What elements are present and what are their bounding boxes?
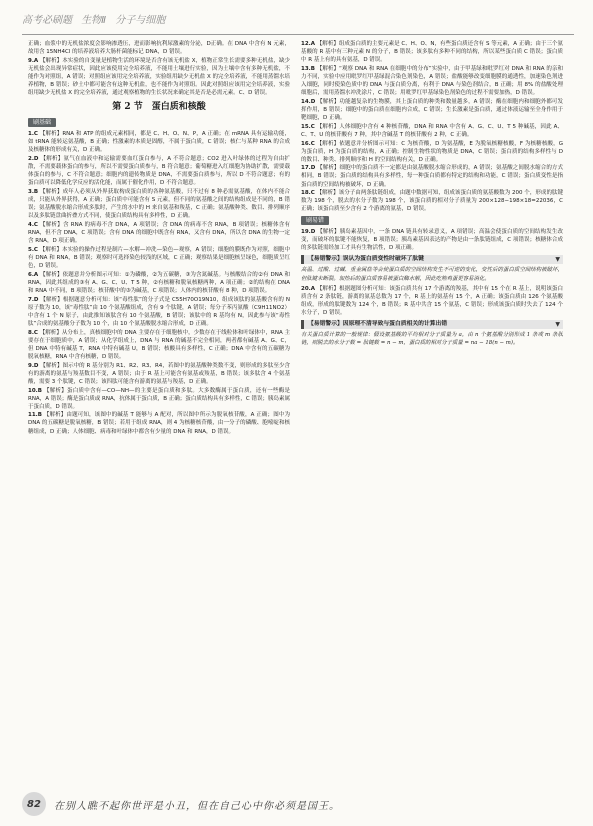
answer-17 (301, 164, 563, 188)
answer-9b (28, 362, 290, 386)
answer-1 (28, 130, 290, 154)
answer-15 (301, 123, 563, 139)
answer-number: 20.A (301, 285, 315, 292)
chevron-down-icon: ▼ (555, 256, 560, 264)
answer-number: 15.C (301, 123, 315, 130)
page-number: 82 (22, 792, 46, 816)
answer-number: 7.D (28, 296, 39, 303)
chevron-down-icon: ▼ (555, 320, 560, 328)
answer-number: 6.A (28, 271, 39, 278)
answer-number: 17.D (301, 165, 316, 172)
answer-text: 【解析】本实验的操作过程是制片—水解—冲洗—染色—观察，A 错误；细胞的膜既作为对照，细胞中有 DNA 和 RNA，B 错误；观察时可选择染色较浅的区域，C 正确；观察结果是细胞核呈绿色，细胞质呈红色，D 错误。 (28, 246, 290, 270)
answer-text: 【解析】RNA 和 ATP 的组成元素相同，都是 C、H、O、N、P，A 正确；在 mRNA 具有运输功能，如 tRNA 能转运氨基酸，B 正确；性激素的本质是固醇，不属于蛋白质，C 错误；核仁与某种 RNA 的合成及核糖体的形成有关，D 正确。 (28, 131, 290, 154)
answer-text: 【解析】根据题意分析可知：该“毒性肽”的分子式是 C55H70O19N10，组成该肽的氨基酸含有的 N 原子数为 10，该“毒性肽”由 10 个氨基酸组成，含有 9 个肽键，A 错误；每分子苯丙氨酸（C9H11NO2）中含有 1 个 N 原子，由此推知该肽含有 10 个氨基酸，B 错误；该肽中的 R 基均有 N，因此参与该“毒性肽”合成的氨基酸分子数为 10 个，由 10 个氨基酸脱水缩合形成，D 正确。 (28, 296, 290, 327)
answer-20 (301, 285, 563, 317)
left-column (28, 40, 290, 780)
answer-number: 8.C (28, 329, 38, 336)
answer-9 (28, 57, 290, 97)
answer-3 (28, 188, 290, 220)
running-header (22, 8, 574, 35)
answer-number: 4.C (28, 222, 38, 229)
answer-19 (301, 228, 563, 252)
answer-number: 11.B (28, 412, 42, 419)
answer-number: 9.A (28, 57, 39, 64)
answer-number: 9.D (28, 362, 39, 369)
answer-2 (28, 155, 290, 187)
answer-number: 12.A (301, 41, 315, 47)
answer-text: 【解析】图示中的 R 基分别为 R1、R2、R3、R4，若图中的氨基酸种类数不变，则形成的多肽至少含有的游离的氨基与羧基数目不变，A 错误；由于 R 基上可能含有氨基或羧基，B 错误；该多肽含 4 个氨基酸，需要 3 个肽键，C 错误；该四肽可能含有游离的氨基与羧基，D 正确。 (28, 362, 290, 385)
answer-text: 【解析】该分子由两条肽链组成，由题中数据可知，组成该蛋白质的氨基酸数为 200 个，形成的肽键数为 198 个，脱去的水分子数为 198 个，该蛋白质的相对分子质量为 200×128−198×18=22036，C 正确；该蛋白质至少含有 2 个游离的氨基，D 错误。 (301, 190, 563, 213)
book-series: 高考必刷题 (22, 15, 72, 26)
answer-text: 【解析】氨气在血液中和运输需要血红蛋白参与，A 不符合题意；CO2 进入叶绿体的过程为自由扩散，不需要载体蛋白的参与，所以不需要蛋白质参与，B 符合题意；葡萄糖进入红细胞为协助扩散，需要载体蛋白的参与，C 不符合题意；细胞内的遗传物质是 DNA，不需要蛋白质参与，所以 D 不符合题意；有的蛋白质可以降低化学反应的活化能，而属于催化作用，D 不符合题意。 (28, 156, 290, 187)
error-warning-body: 有关蛋白质计算的一般规律：假设氨基酸的平均相对分子质量为 a，由 n 个氨基酸分别形成 1 条或 m 条肽链，则脱去的水分子数 = 肽键数 = n − m，蛋白质的相对分子质量 = na − 18(n − m)。 (301, 331, 563, 347)
answer-text: 【解析】依题意并分析图示可知：C 为核苷酸，D 为氨基酸，E 为脱氧核糖核酸，F 为核糖核酸，G 为蛋白质，H 为蛋白质的结构，A 正确；控制生物性状的物质是 DNA，C 错误；蛋白质的结构多样性与 D 的数目、种类、排列顺序和 H 的空间结构有关，D 正确。 (301, 140, 563, 163)
answer-13 (301, 65, 563, 97)
answer-12 (301, 40, 563, 64)
answer-number: 1.C (28, 131, 38, 138)
section-tag: 刷基础 (28, 118, 56, 127)
answer-16 (301, 140, 563, 164)
answer-7 (28, 296, 290, 328)
answer-text: 【解析】依题意并分析图示可知：①为磷酸，②为五碳糖，③为含氮碱基。与核酸结合的②有 DNA 和 RNA，因此其组成的③有 A、G、C、U、T 5 种，②有核糖和脱氧核糖两种，A 项正确；②的结构在 DNA 和 RNA 中不同，B 项错误；核苷酸中的③为碱基，C 项错误；人体内的核苷酸有 8 种，D 项错误。 (28, 271, 290, 294)
error-warning-title: 【易错警示】因原理不清导致与蛋白质相关的计算出错 (308, 320, 448, 327)
answer-text: 【解析】蛋白质中含有—CO—NH—的主要是蛋白质和多肽。大多数酶属于蛋白质，还有一些酶是 RNA，A 错误；酶是蛋白质或 RNA，抗体属于蛋白质，B 正确；蛋白质结构具有多样性，C 错误；胰岛素属于蛋白质，D 错误。 (28, 387, 290, 410)
error-warning-body: 高温、过酸、过碱、重金属盐等会使蛋白质的空间结构发生不可逆的变化，变性后的蛋白质空间结构被破坏，但肽键未断裂。加热后的蛋白质容易被蛋白酶水解，因此吃熟鸡蛋更容易消化。 (301, 267, 563, 282)
answer-11 (28, 411, 290, 435)
error-warning-bar (301, 320, 563, 329)
section-title: 第 2 节 蛋白质和核酸 (112, 102, 206, 113)
answer-text: 【解析】含 RNA 的病毒不含 DNA，A 项错误；含 DNA 的病毒不含 RNA，B 项错误；核糖体含有 RNA，但不含 DNA，C 项错误；含有 DNA 的细胞中既含有 RNA，又含有 DNA，所以含 DNA 的生物一定含 RNA，D 项正确。 (28, 222, 290, 245)
answer-text: 【解析】“观察 DNA 和 RNA 在细胞中的分布”实验中，由于甲基绿和吡罗红对 DNA 和 RNA 的亲和力不同，实验中应用吡罗红甲基绿混合染色剂染色，A 错误；盐酸能够改变细胞膜的通透性，加速染色剂进入细胞，同时使染色质中的 DNA 与蛋白质分离，有利于 DNA 与染色剂结合，B 正确；用 8% 的盐酸处理细胞后，需用蒸馏水冲洗涂片，C 错误；用吡罗红甲基绿染色剂染色的过程不需要加热，D 错误。 (301, 65, 563, 97)
answer-text: 【解析】根据题图分析可知：该蛋白质共有 17 个游离的羧基，其中有 15 个在 R 基上，说明该蛋白质含有 2 条肽链，游离的氨基总数为 17 个，R 基上的氨基有 15 个，A 正确；该蛋白质由 126 个氨基酸组成，形成的肽键数为 124 个，B 错误；R 基中共含 15 个氨基，C 错误；形成该蛋白质时失去了 124 个水分子，D 错误。 (301, 285, 563, 316)
answer-number: 13.B (301, 65, 315, 72)
answer-18 (301, 189, 563, 213)
answer-5 (28, 246, 290, 270)
answer-6 (28, 271, 290, 295)
answer-number: 5.C (28, 246, 38, 253)
answer-text: 【解析】从分布上，真核细胞中的 DNA 主要存在于细胞核中，少数存在于线粒体和叶绿体中，RNA 主要存在于细胞质中，A 错误；从化学组成上，DNA 与 RNA 的碱基不完全相同，两者都有碱基 A、G、C，但 DNA 中特有碱基 T，RNA 中特有碱基 U，B 错误；核酸具有多样性，C 正确；DNA 中含有的五碳糖为脱氧核糖，RNA 中含有核糖，D 错误。 (28, 329, 290, 360)
answer-number: 3.B (28, 189, 39, 196)
error-warning-bar (301, 255, 563, 264)
answer-4 (28, 221, 290, 245)
error-warning-title: 【易错警示】误认为蛋白质变性时破坏了肽键 (308, 256, 424, 263)
answer-text: 【解析】胰岛素基因中，一条 DNA 链具有转录意义，A 项错误；高温会使蛋白质的空间结构发生改变，而破坏的肽键不能恢复，B 项错误；胰岛素基因表达的产物是由一条肽链组成，C 项错误；核糖体合成的多肽链需经加工才具有生物活性，D 项正确。 (301, 229, 563, 252)
footer-motto: 在别人瞧不起你世评是小丑，但在自己心中你必须是国王。 (54, 800, 340, 812)
answer-number: 18.C (301, 190, 315, 197)
answer-number: 14.D (301, 98, 316, 105)
answer-number: 2.D (28, 156, 39, 163)
answer-text: 【解析】成年人必须从外界获取构成蛋白质的各种氨基酸，只不过有 8 种必需氨基酸，在体内不能合成，只能从外界获得，A 正确；蛋白质中可能含有 S 元素，但不同的氨基酸之间的结构组成是不同的，B 错误；氨基酸脱水缩合形成多肽时，产生的水中的 H 来自氨基和羧基，C 正确；氨基酸种类、数目、排列顺序以及多肽链盘曲折叠方式不同，使蛋白质结构具有多样性，D 正确。 (28, 189, 290, 220)
answer-text: 【解析】组成蛋白质的主要元素是 C、H、O、N，有些蛋白质还含有 S 等元素，A 正确；由于三个氨基酸的 R 基中有三种元素 N 的分子，B 错误；该多肽有多种不同的结构，所以某些蛋白质 C 错误；蛋白质中 R 基上有的具有氨基，D 错误。 (301, 41, 563, 64)
answer-number: 16.C (301, 140, 315, 147)
intro-paragraph: 正确；血浆中的无机盐浓度会影响渗透压，进而影响抗利尿激素的分泌，D正确。在 DNA 中含有 N 元素，故用含 15NH4Cl 的培养液培养大肠杆菌能标记 DNA，D 错误。 (28, 41, 290, 56)
right-column (301, 40, 563, 780)
book-subject: 生物Ⅱ (81, 15, 107, 26)
answer-10 (28, 387, 290, 411)
answer-text: 【解析】本实验的自变量是植物生活的环境是否含有该无机盐 X，植物正常生长需要多种无机盐，缺少无机盐会出现异常症状，因此应该使用完全培养液，不能用土壤进行实验，因为土壤中含有多种无机盐，不能作为对照组，A 错误；对照组应该用完全培养液，实验组用缺少无机盐 X 的完全培养液，不能用蒸馏水培养植物，B 错误；砂土中都可能含有这种无机盐，也不能作为对照组。因此对照组应该用完全培养液，实验组用缺少无机盐 X 的完全培养液，通过观察植物的生长状况来确定其是否是必需元素。C、D 错误。 (28, 57, 290, 97)
page-footer (22, 790, 574, 818)
answer-text: 【解析】人体细胞中含有 4 种核苷酸，DNA 和 RNA 中含有 A、G、C、U、T 5 种碱基，因此 A、C、T、U 的核苷酸有 7 种，其中含碱基 T 的核苷酸有 2 种，C 正确。 (301, 123, 563, 138)
book-topic: 分子与细胞 (115, 15, 166, 26)
answer-number: 10.B (28, 387, 42, 394)
answer-8 (28, 329, 290, 361)
answer-text: 【解析】功能越复杂的生物膜，其上蛋白质的种类和数量越多，A 错误；酶在细胞内和细胞外都可发挥作用，B 错误；细胞中的蛋白质在细胞内合成，C 错误；生长激素是蛋白质，通过体液运输至全身作用于靶细胞，D 正确。 (301, 98, 563, 122)
answer-text: 【解析】由题可知，该图中的碱基 T 能够与 A 配对，所以图中所示为脱氧核苷酸，A 正确；图中为 DNA 的五碳糖是脱氧核糖，B 错误；若用于组成 RNA，则 4 为核糖核苷酸，由一分子的磷酸、胞嘧啶和核糖组成，D 正确；人体细胞、病毒和叶绿体中都含有少量的 DNA 和 RNA，D 错误。 (28, 412, 290, 435)
answer-14 (301, 98, 563, 122)
answer-text: 【解析】细胞中的蛋白质不一定都是由氨基酸脱水缩合形成的，A 错误；氨基酸之间脱水缩合的方式相同，B 错误；蛋白质的结构具有多样性，每一种蛋白质都有特定的结构和功能，C 错误；蛋白质变性是指蛋白质的空间结构被破坏，D 正确。 (301, 165, 563, 188)
answer-number: 19.D (301, 229, 316, 236)
section-tag: 刷易错 (301, 216, 329, 225)
